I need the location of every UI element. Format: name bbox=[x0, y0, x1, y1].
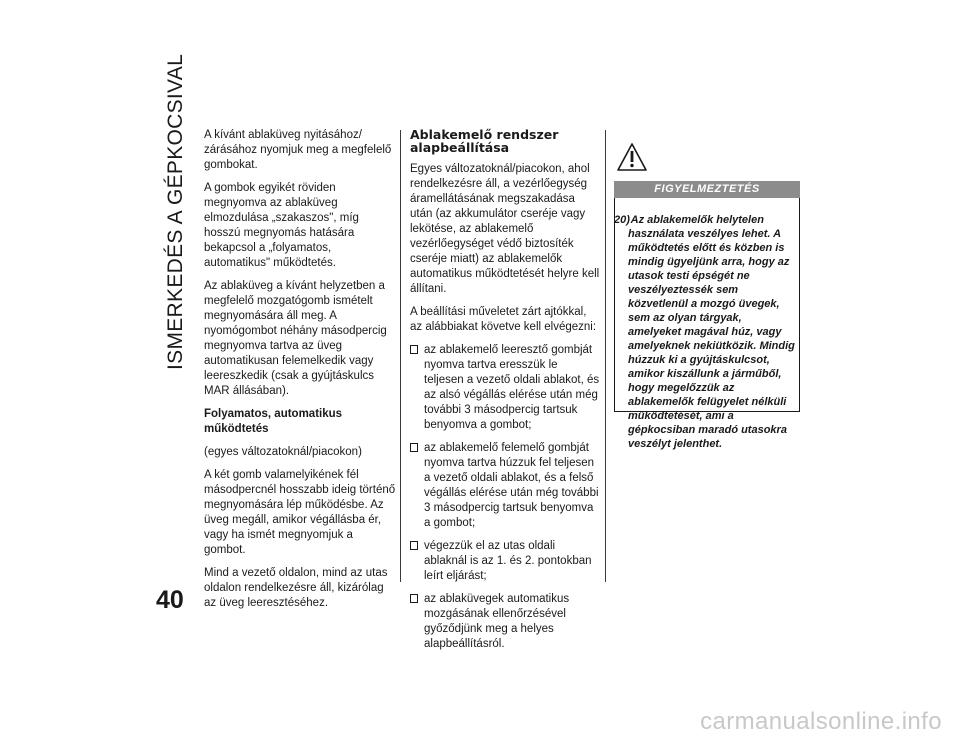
warning-text bbox=[614, 213, 796, 451]
section-heading: Folyamatos, automatikus működtetés bbox=[204, 408, 343, 435]
warning-body: Az ablakemelők helytelen használata veszélyes lehet. A működtetés előtt és közben is mindig ügyeljünk arra, hogy az utasok testi épségét ne veszélyeztessék sem közvetlenül a mozgó üvegek, sem az olyan tárgyak, amelyeket magával húz, vagy amelyeknek nekiütközik. Mindig húzzuk ki a gyújtáskulcsot, amikor kiszállunk a járműből, hogy megelőzzük az ablakemelők felügyelet nélküli működtetését, ami a gépkocsiban maradó utasokra veszélyt jelenthet. bbox=[628, 214, 795, 450]
checklist bbox=[410, 343, 600, 652]
paragraph: A két gomb valamelyikének fél másodpercnél hosszabb ideig történő megnyomására lép működésbe. Az üveg megáll, amikor végállásba ér, vagy ha ismét megnyomjuk a gombot. bbox=[204, 469, 396, 556]
paragraph: Az ablaküveg a kívánt helyzetben a megfelelő mozgatógomb ismételt megnyomására áll meg. A nyomógombot néhány másodpercig megnyomva tartva az üveg automatikusan felemelkedik vagy leereszkedik (csak a gyújtáskulcs MAR állásában). bbox=[204, 280, 387, 397]
text-column-1 bbox=[204, 128, 396, 619]
watermark: carmanualsonline.info bbox=[700, 708, 942, 735]
section-subnote: (egyes változatoknál/piacokon) bbox=[204, 446, 362, 458]
list-item: az ablakemelő felemelő gombját nyomva tartva húzzuk fel teljesen a vezető oldali ablakot, és a felső végállás elérése után még további 3 másodpercig tartsuk benyomva a gombot; bbox=[410, 441, 600, 531]
paragraph: Egyes változatoknál/piacokon, ahol rendelkezésre áll, a vezérlőegység áramellátásának megszakadása után (az akkumulátor cseréje vagy lekötése, az ablakemelő vezérlőegységet védő biztosíték cseréje miatt) az ablakemelők automatikus működtetését helyre kell állítani. bbox=[410, 163, 600, 295]
list-item: az ablaküvegek automatikus mozgásának ellenőrzésével győződjünk meg a helyes alapbeállításról. bbox=[410, 592, 600, 652]
column-divider bbox=[400, 130, 401, 582]
paragraph: A kívánt ablaküveg nyitásához/ zárásához nyomjuk meg a megfelelő gombokat. bbox=[204, 129, 392, 171]
page-number: 40 bbox=[156, 586, 184, 614]
section-heading: Ablakemelő rendszer alapbeállítása bbox=[410, 127, 559, 155]
checkbox-bullet-icon bbox=[410, 594, 418, 603]
paragraph: A gombok egyikét röviden megnyomva az ablaküveg elmozdulása „szakaszos", míg hosszú megnyomás hatására bekapcsol a „folyamatos, automatikus" működtetés. bbox=[204, 182, 359, 269]
checkbox-bullet-icon bbox=[410, 345, 418, 354]
paragraph: Mind a vezető oldalon, mind az utas oldalon rendelkezésre áll, kizárólag az üveg leeresztéséhez. bbox=[204, 567, 388, 609]
warning-title-bar: FIGYELMEZTETÉS bbox=[614, 181, 800, 198]
warning-number: 20) bbox=[614, 214, 630, 226]
paragraph: A beállítási műveletet zárt ajtókkal, az alábbiakat követve kell elvégezni: bbox=[410, 306, 597, 333]
checkbox-bullet-icon bbox=[410, 443, 418, 452]
warning-triangle-icon bbox=[617, 143, 647, 171]
section-side-title: ISMERKEDÉS A GÉPKOCSIVAL bbox=[164, 53, 187, 370]
list-item: végezzük el az utas oldali ablaknál is az 1. és 2. pontokban leírt eljárást; bbox=[410, 539, 600, 584]
checkbox-bullet-icon bbox=[410, 541, 418, 550]
text-column-2 bbox=[410, 128, 600, 660]
column-divider bbox=[605, 130, 606, 582]
list-item: az ablakemelő leeresztő gombját nyomva tartva eresszük le teljesen a vezető oldali ablakot, és az alsó végállás elérése után még további 3 másodpercig tartsuk benyomva a gombot; bbox=[410, 343, 600, 433]
